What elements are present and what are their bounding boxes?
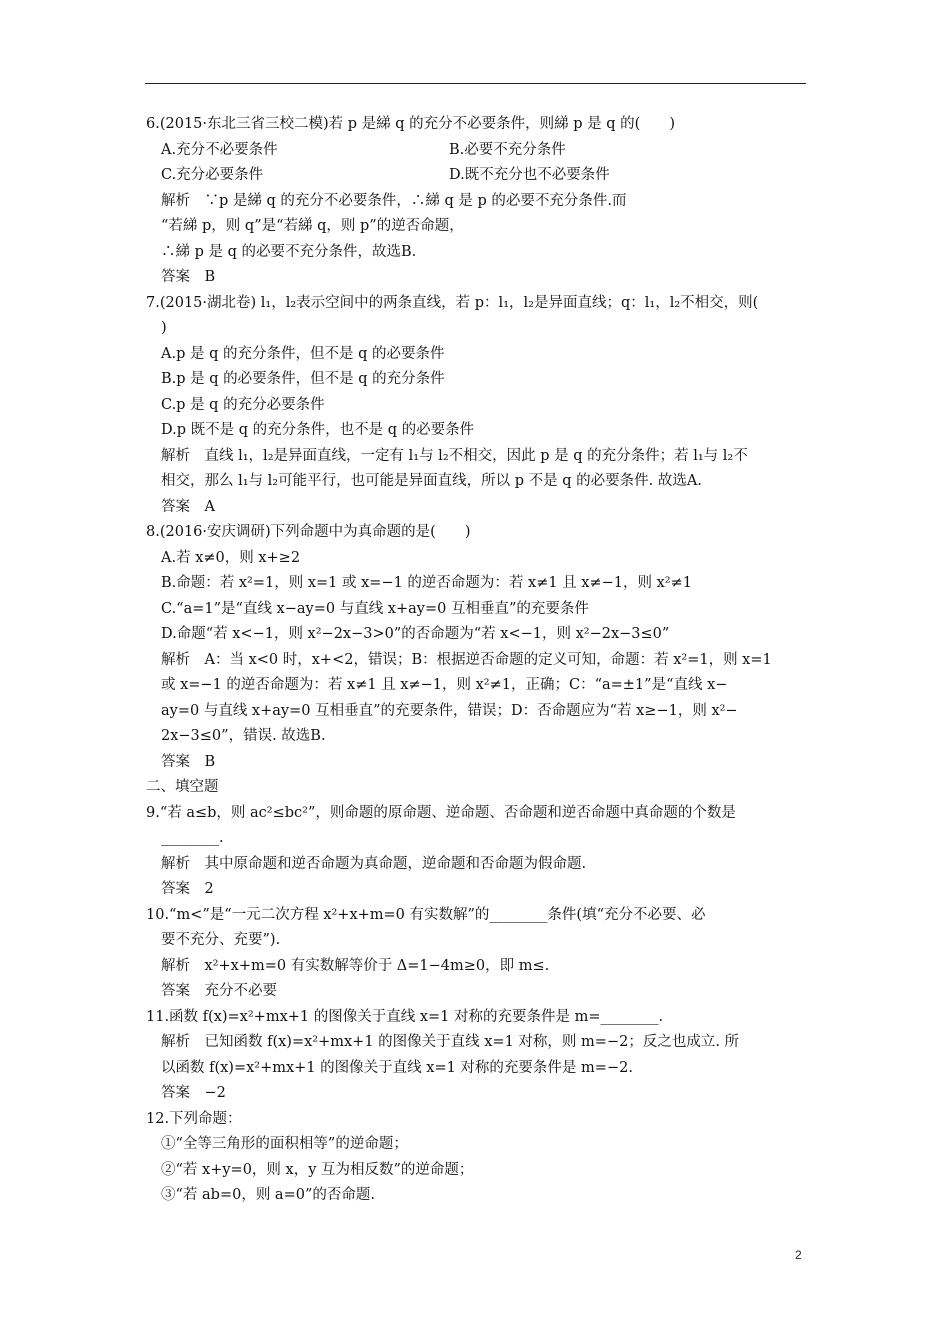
answer-line: 答案 充分不必要 [161, 983, 277, 999]
analysis-line: ∴綈 p 是 q 的必要不充分条件，故选B. [161, 243, 417, 260]
question-line: 要不充分、充要”). [161, 932, 281, 948]
analysis-line: 解析 已知函数 f(x)=x²+mx+1 的图像关于直线 x=1 对称，则 m=−2；反之也成立. 所 [161, 1034, 740, 1050]
option: C.p 是 q 的充分必要条件 [161, 396, 325, 413]
analysis-line: 相交，那么 l₁与 l₂可能平行，也可能是异面直线，所以 p 不是 q 的必要条件. 故选A. [161, 473, 702, 489]
document-body [146, 112, 810, 1209]
page-number: 2 [795, 1248, 802, 1262]
options-row [146, 138, 810, 164]
list-item: ③“若 ab=0，则 a=0”的否命题. [161, 1187, 375, 1203]
analysis-line: 以函数 f(x)=x²+mx+1 的图像关于直线 x=1 对称的充要条件是 m=−2. [161, 1059, 633, 1076]
analysis-line: 解析 A：当 x<0 时，x+<2，错误；B：根据逆否命题的定义可知，命题：若 x²=1，则 x=1 [161, 651, 772, 668]
analysis-line: 解析 直线 l₁，l₂是异面直线，一定有 l₁与 l₂不相交，因此 p 是 q 的充分条件；若 l₁与 l₂不 [161, 447, 748, 464]
option: A.p 是 q 的充分条件，但不是 q 的必要条件 [161, 345, 445, 362]
analysis-line: 或 x=−1 的逆否命题为：若 x≠1 且 x≠−1，则 x²≠1，正确；C：“a=±1”是“直线 x− [161, 677, 728, 693]
option: A.充分不必要条件 [161, 141, 278, 158]
question-7: 7.(2015·湖北卷) l₁，l₂表示空间中的两条直线，若 p：l₁，l₂是异面直线；q：l₁，l₂不相交，则( [146, 294, 759, 311]
option: D.p 既不是 q 的充分条件，也不是 q 的必要条件 [161, 422, 475, 438]
question-11: 11.函数 f(x)=x²+mx+1 的图像关于直线 x=1 对称的充要条件是 m=________. [146, 1008, 664, 1025]
answer-line: 答案 −2 [161, 1085, 226, 1101]
analysis-line: 2x−3≤0”，错误. 故选B. [161, 728, 326, 744]
analysis-line: 解析 x²+x+m=0 有实数解等价于 Δ=1−4m≥0，即 m≤. [161, 957, 550, 974]
question-6: 6.(2015·东北三省三校二模)若 p 是綈 q 的充分不必要条件，则綈 p 是 q 的( ) [146, 116, 675, 132]
option: D.命题“若 x<−1，则 x²−2x−3>0”的否命题为“若 x<−1，则 x²−2x−3≤0” [161, 626, 670, 642]
option: B.命题：若 x²=1，则 x=1 或 x=−1 的逆否命题为：若 x≠1 且 x≠−1，则 x²≠1 [161, 575, 692, 591]
answer-line: 答案 B [161, 269, 216, 285]
answer-line: 答案 B [161, 753, 216, 770]
question-10: 10.“m<”是“一元二次方程 x²+x+m=0 有实数解”的________条件(填“充分不必要、必 [146, 906, 706, 923]
header-rule [145, 83, 806, 84]
question-9: 9.“若 a≤b，则 ac²≤bc²”，则命题的原命题、逆命题、否命题和逆否命题中真命题的个数是 [146, 804, 736, 821]
options-row [146, 163, 810, 189]
list-item: ①“全等三角形的面积相等”的逆命题； [161, 1136, 408, 1152]
option: C.“a=1”是“直线 x−ay=0 与直线 x+ay=0 互相垂直”的充要条件 [161, 600, 589, 617]
question-8: 8.(2016·安庆调研)下列命题中为真命题的是( ) [146, 524, 471, 540]
question-line: ________. [161, 830, 224, 846]
option: B.p 是 q 的必要条件，但不是 q 的充分条件 [161, 371, 445, 387]
analysis-line: 解析 其中原命题和逆否命题为真命题，逆命题和否命题为假命题. [161, 855, 587, 872]
question-line: ) [161, 320, 167, 336]
question-12: 12.下列命题： [146, 1110, 242, 1127]
option: D.既不充分也不必要条件 [449, 167, 610, 183]
section-heading: 二、填空题 [146, 779, 219, 795]
option: B.必要不充分条件 [449, 141, 566, 158]
answer-line: 答案 2 [161, 881, 214, 897]
analysis-line: ay=0 与直线 x+ay=0 互相垂直”的充要条件，错误；D：否命题应为“若 x≥−1，则 x²− [161, 702, 738, 719]
list-item: ②“若 x+y=0，则 x，y 互为相反数”的逆命题； [161, 1161, 474, 1178]
analysis-line: 解析 ∵p 是綈 q 的充分不必要条件，∴綈 q 是 p 的必要不充分条件.而 [161, 192, 627, 209]
analysis-line: “若綈 p，则 q”是“若綈 q，则 p”的逆否命题， [161, 218, 464, 234]
option: C.充分必要条件 [161, 167, 264, 183]
answer-line: 答案 A [161, 498, 215, 515]
option: A.若 x≠0，则 x+≥2 [161, 549, 301, 566]
